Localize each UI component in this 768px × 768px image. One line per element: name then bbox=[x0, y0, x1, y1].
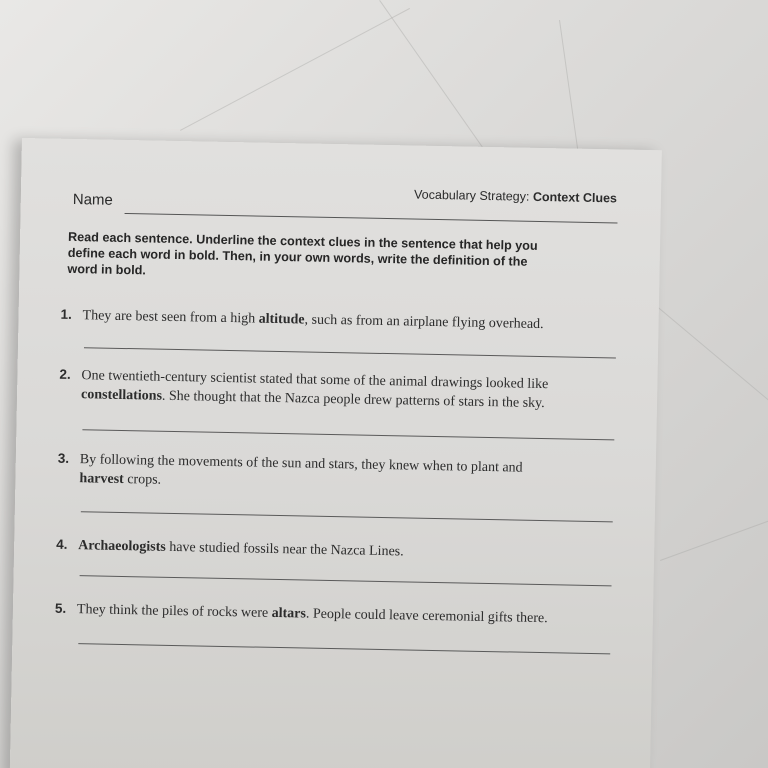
bold-word: harvest bbox=[79, 471, 124, 488]
answer-line-1[interactable] bbox=[84, 347, 616, 358]
header-prefix: Vocabulary Strategy: bbox=[413, 187, 534, 204]
answer-line-4[interactable] bbox=[80, 575, 612, 586]
question-1 bbox=[60, 305, 620, 336]
question-text: . She thought that the Nazca people drew patterns of stars in the sky. bbox=[161, 388, 545, 412]
header-topic: Context Clues bbox=[532, 189, 618, 206]
answer-line-3[interactable] bbox=[81, 511, 613, 522]
bedsheet-fold bbox=[559, 20, 579, 159]
bedsheet-fold bbox=[649, 300, 768, 429]
question-text: . People could leave ceremonial gifts there. bbox=[305, 606, 548, 627]
question-text: One twentieth-century scientist stated that some of the animal drawings looked like bbox=[81, 368, 549, 393]
bold-word: altars bbox=[271, 605, 307, 622]
question-number: 3. bbox=[57, 450, 70, 466]
question-text: They are best seen from a high bbox=[82, 308, 259, 327]
question-5 bbox=[55, 599, 615, 630]
bold-word: constellations bbox=[80, 387, 163, 404]
question-text: crops. bbox=[123, 472, 162, 488]
question-number: 1. bbox=[60, 306, 73, 322]
question-4 bbox=[56, 535, 616, 566]
question-text: By following the movements of the sun and stars, they knew when to plant and bbox=[79, 452, 523, 476]
question-text: have studied fossils near the Nazca Lines. bbox=[165, 539, 404, 560]
question-text: , such as from an airplane flying overhead. bbox=[304, 312, 544, 333]
bold-word: altitude bbox=[258, 311, 305, 328]
answer-line-2[interactable] bbox=[82, 429, 614, 440]
bold-word: Archaeologists bbox=[78, 538, 166, 555]
answer-line-5[interactable] bbox=[78, 643, 610, 654]
instructions: Read each sentence. Underline the context clues in the sentence that help you define each word in bold. Then, in your own words, write the definition of the word in bold. bbox=[67, 229, 538, 278]
name-write-line[interactable] bbox=[125, 213, 618, 223]
question-2 bbox=[59, 365, 620, 415]
question-number: 2. bbox=[59, 366, 71, 382]
question-text: They think the piles of rocks were bbox=[76, 602, 272, 621]
question-3 bbox=[57, 449, 618, 499]
worksheet-page bbox=[10, 138, 662, 768]
name-label: Name bbox=[72, 190, 114, 209]
bedsheet-fold bbox=[379, 0, 495, 164]
bedsheet-fold bbox=[180, 8, 410, 131]
question-number: 5. bbox=[54, 600, 67, 616]
bedsheet-fold bbox=[660, 505, 768, 561]
question-number: 4. bbox=[56, 536, 68, 552]
